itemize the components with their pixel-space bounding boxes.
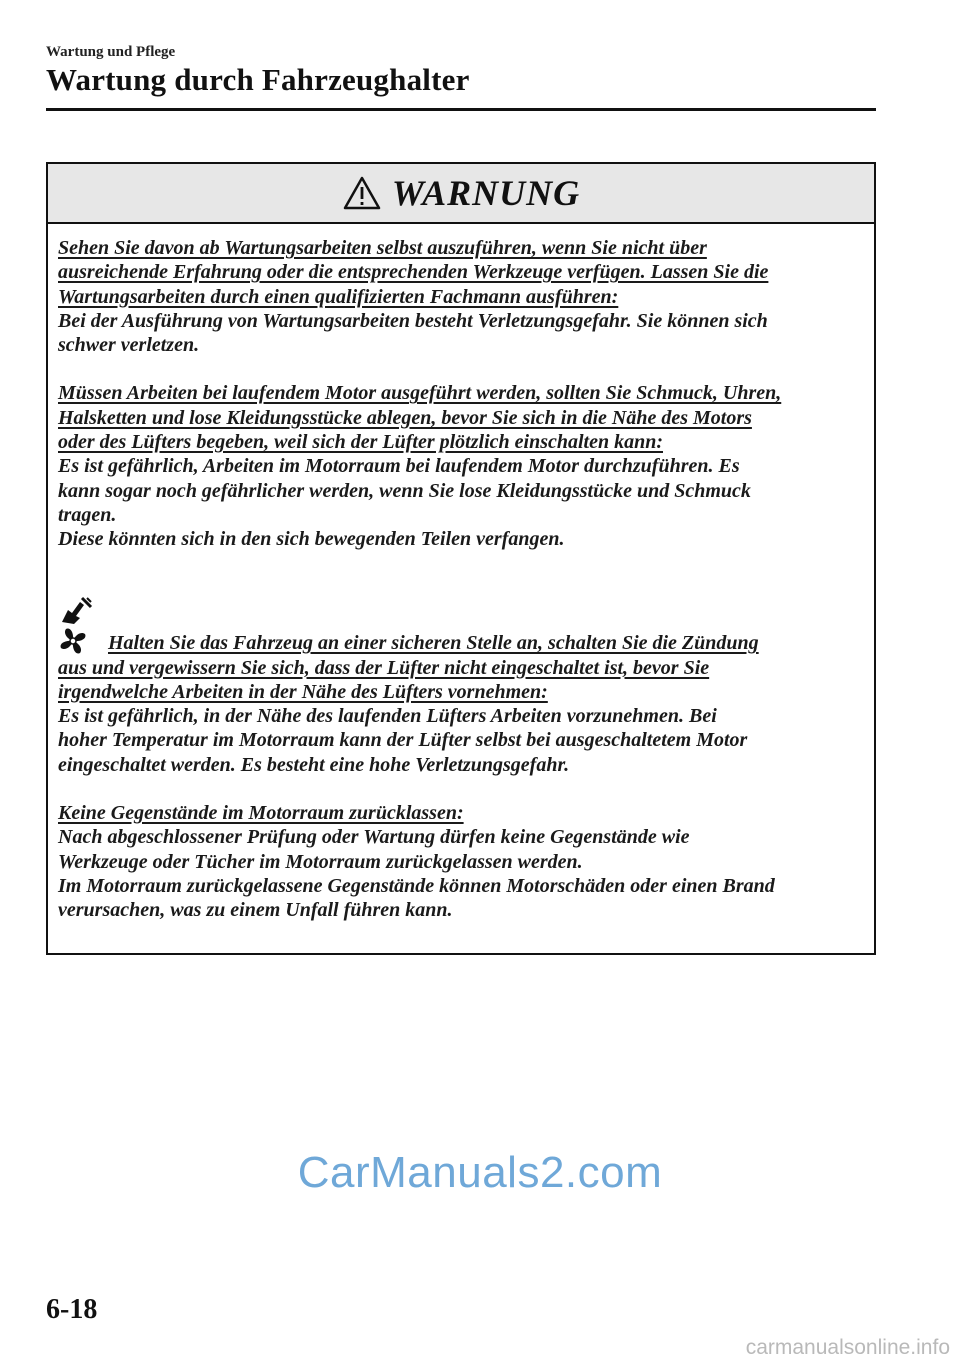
warning-paragraph <box>58 236 866 357</box>
warning-box <box>46 162 876 955</box>
text-line: irgendwelche Arbeiten in der Nähe des Lüfters vornehmen: <box>58 680 548 703</box>
fan-icon <box>58 626 88 656</box>
hand-caution-icon <box>58 596 94 626</box>
text-line: kann sogar noch gefährlicher werden, wenn Sie lose Kleidungsstücke und Schmuck <box>58 479 751 502</box>
warning-body <box>48 224 874 923</box>
text-line: aus und vergewissern Sie sich, dass der Lüfter nicht eingeschaltet ist, bevor Sie <box>58 656 710 679</box>
text-line: Es ist gefährlich, in der Nähe des laufenden Lüfters Arbeiten vorzunehmen. Bei <box>58 705 717 728</box>
text-line: Halten Sie das Fahrzeug an einer sicheren Stelle an, schalten Sie die Zündung <box>108 632 759 655</box>
fan-paragraph-text <box>58 626 866 777</box>
text-line: Bei der Ausführung von Wartungsarbeiten besteht Verletzungsgefahr. Sie können sich <box>58 309 768 332</box>
text-line: Halsketten und lose Kleidungsstücke ablegen, bevor Sie sich in die Nähe des Motors <box>58 406 752 429</box>
footer-site: carmanualsonline.info <box>745 1336 950 1359</box>
warning-paragraph <box>58 801 866 922</box>
warning-title: WARNUNG <box>391 173 581 213</box>
section-label: Wartung und Pflege <box>46 44 176 60</box>
fan-paragraph-rest <box>58 656 866 777</box>
text-line: Keine Gegenstände im Motorraum zurücklassen: <box>58 802 464 825</box>
text-line: Wartungsarbeiten durch einen qualifizierten Fachmann ausführen: <box>58 285 619 308</box>
text-line: Müssen Arbeiten bei laufendem Motor ausgeführt werden, sollten Sie Schmuck, Uhren, <box>58 382 782 405</box>
text-line: Werkzeuge oder Tücher im Motorraum zurückgelassen werden. <box>58 850 583 873</box>
text-line: Sehen Sie davon ab Wartungsarbeiten selbst auszuführen, wenn Sie nicht über <box>58 237 707 259</box>
text-line: schwer verletzen. <box>58 334 200 357</box>
text-line: oder des Lüfters begeben, weil sich der Lüfter plötzlich einschalten kann: <box>58 431 663 454</box>
title-rule <box>46 108 876 111</box>
warning-header <box>48 164 874 224</box>
page-number: 6-18 <box>46 1294 98 1325</box>
watermark: CarManuals2.com <box>297 1148 663 1197</box>
text-line: hoher Temperatur im Motorraum kann der Lüfter selbst bei ausgeschaltetem Motor <box>58 729 748 752</box>
text-line: tragen. <box>58 503 117 526</box>
warning-triangle-icon <box>342 175 382 211</box>
text-line: verursachen, was zu einem Unfall führen kann. <box>58 899 453 922</box>
fan-first-line <box>58 626 866 656</box>
text-line: Diese könnten sich in den sich bewegenden Teilen verfangen. <box>58 528 565 551</box>
fan-paragraph <box>58 596 866 777</box>
text-line: ausreichende Erfahrung oder die entsprechenden Werkzeuge verfügen. Lassen Sie die <box>58 261 769 284</box>
text-line: Nach abgeschlossener Prüfung oder Wartung dürfen keine Gegenstände wie <box>58 826 690 849</box>
text-line: eingeschaltet werden. Es besteht eine hohe Verletzungsgefahr. <box>58 753 570 776</box>
page-title: Wartung durch Fahrzeughalter <box>46 62 470 97</box>
text-line: Im Motorraum zurückgelassene Gegenstände können Motorschäden oder einen Brand <box>58 874 775 897</box>
warning-paragraph <box>58 381 866 551</box>
text-line: Es ist gefährlich, Arbeiten im Motorraum bei laufendem Motor durchzuführen. Es <box>58 455 740 478</box>
